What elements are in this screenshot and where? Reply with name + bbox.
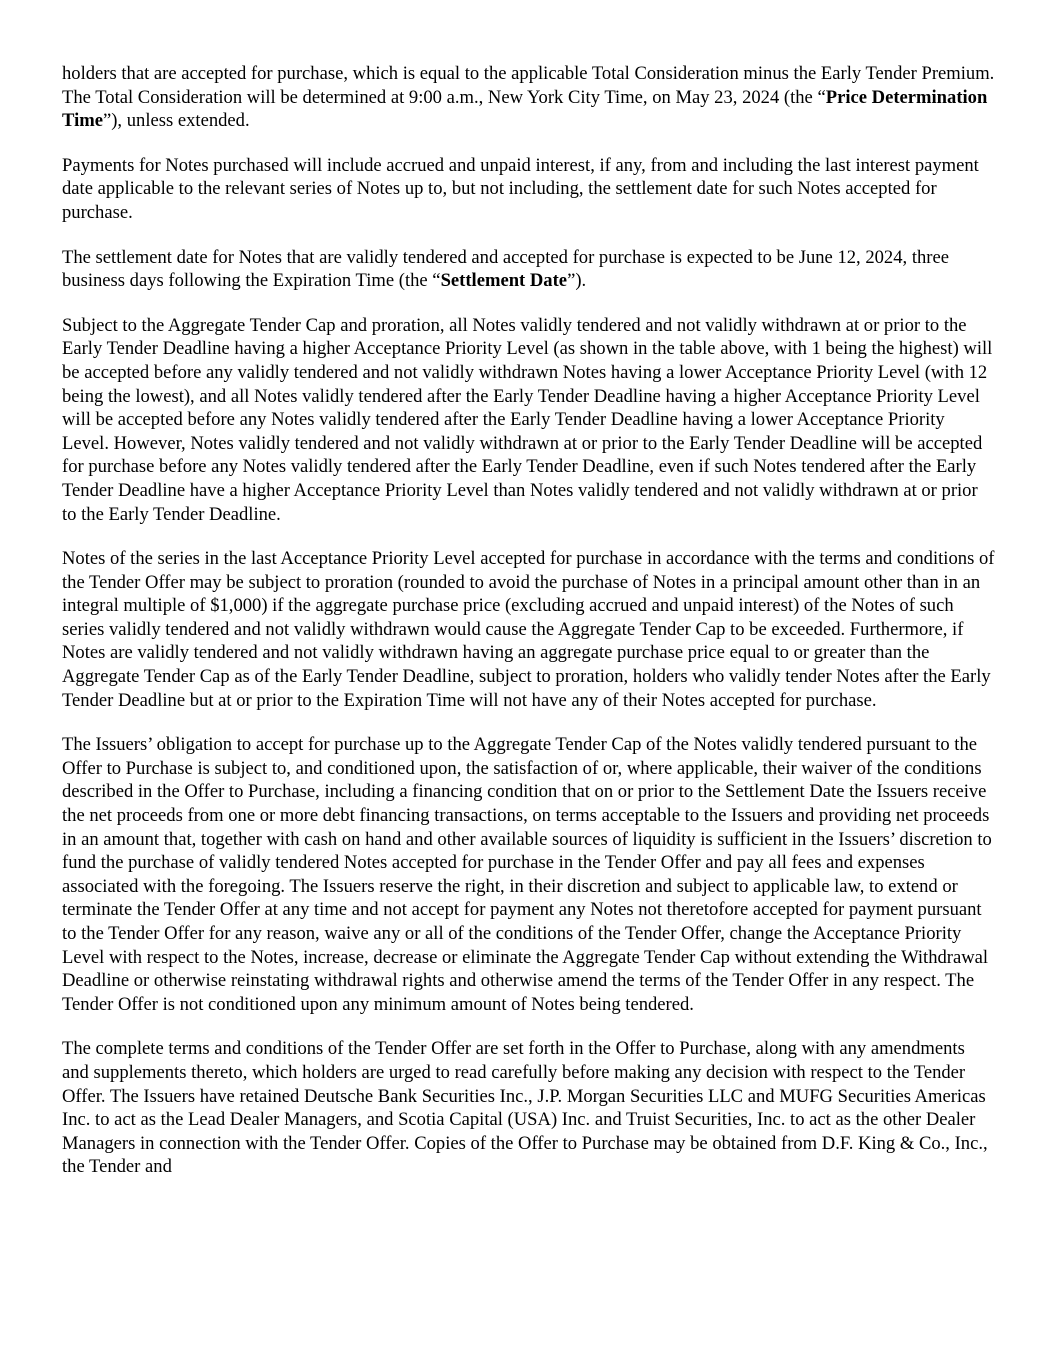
term-price-determination-time: Price Determination Time (62, 86, 988, 132)
paragraph-accrued-interest: Payments for Notes purchased will include accrued and unpaid interest, if any, from and including the last interest payment date applicable to the relevant series of Notes up to, but not including, the settlement date for such Notes accepted for purchase. (62, 154, 979, 223)
paragraph-acceptance-priority: Subject to the Aggregate Tender Cap and proration, all Notes validly tendered and not validly withdrawn at or prior to the Early Tender Deadline having a higher Acceptance Priority Level (as shown in the table above, with 1 being the highest) will be accepted before any validly tendered and not validly withdrawn Notes having a lower Acceptance Priority Level (with 12 being the lowest), and all Notes validly tendered after the Early Tender Deadline having a higher Acceptance Priority Level will be accepted before any Notes validly tendered after the Early Tender Deadline having a lower Acceptance Priority Level. However, Notes validly tendered and not validly withdrawn at or prior to the Early Tender Deadline will be accepted for purchase before any Notes validly tendered after the Early Tender Deadline, even if such Notes tendered after the Early Tender Deadline have a higher Acceptance Priority Level than Notes validly tendered and not validly withdrawn at or prior to the Early Tender Deadline. (62, 314, 993, 525)
term-settlement-date: Settlement Date (440, 270, 568, 292)
paragraph-issuers-obligation: The Issuers’ obligation to accept for purchase up to the Aggregate Tender Cap of the Notes validly tendered pursuant to the Offer to Purchase is subject to, and conditioned upon, the satisfaction of or, where applicable, their waiver of the conditions described in the Offer to Purchase, including a financing condition that on or prior to the Settlement Date the Issuers receive the net proceeds from one or more debt financing transactions, on terms acceptable to the Issuers and providing net proceeds in an amount that, together with cash on hand and other available sources of liquidity is sufficient in the Issuers’ discretion to fund the purchase of validly tendered Notes accepted for purchase in the Tender Offer and pay all fees and expenses associated with the foregoing. The Issuers reserve the right, in their discretion and subject to applicable law, to extend or terminate the Tender Offer at any time and not accept for payment any Notes not theretofore accepted for payment pursuant to the Tender Offer for any reason, waive any or all of the conditions of the Tender Offer, change the Acceptance Priority Level with respect to the Notes, increase, decrease or eliminate the Aggregate Tender Cap without extending the Withdrawal Deadline or otherwise reinstating withdrawal rights and otherwise amend the terms of the Tender Offer in any respect. The Tender Offer is not conditioned upon any minimum amount of Notes being tendered. (62, 734, 992, 1015)
paragraph-proration: Notes of the series in the last Acceptance Priority Level accepted for purchase in accordance with the terms and conditions of the Tender Offer may be subject to proration (rounded to avoid the purchase of Notes in a principal amount other than in an integral multiple of $1,000) if the aggregate purchase price (excluding accrued and unpaid interest) of the Notes of such series validly tendered and not validly withdrawn would cause the Aggregate Tender Cap to be exceeded. Furthermore, if Notes are validly tendered and not validly withdrawn having an aggregate purchase price equal to or greater than the Aggregate Tender Cap as of the Early Tender Deadline, subject to proration, holders who validly tender Notes after the Early Tender Deadline but at or prior to the Expiration Time will not have any of their Notes accepted for purchase. (62, 548, 995, 711)
paragraph-settlement-date: The settlement date for Notes that are validly tendered and accepted for purchase is expected to be June 12, 2024, three business days following the Expiration Time (the “Settlement Date”). (62, 246, 949, 292)
paragraph-terms-and-conditions: The complete terms and conditions of the Tender Offer are set forth in the Offer to Purchase, along with any amendments and supplements thereto, which holders are urged to read carefully before making any decision with respect to the Tender Offer. The Issuers have retained Deutsche Bank Securities Inc., J.P. Morgan Securities LLC and MUFG Securities Americas Inc. to act as the Lead Dealer Managers, and Scotia Capital (USA) Inc. and Truist Securities, Inc. to act as the other Dealer Managers in connection with the Tender Offer. Copies of the Offer to Purchase may be obtained from D.F. King & Co., Inc., the Tender and (62, 1038, 988, 1178)
paragraph-price-determination: holders that are accepted for purchase, which is equal to the applicable Total Consideration minus the Early Tender Premium. The Total Consideration will be determined at 9:00 a.m., New York City Time, on May 23, 2024 (the “Price Determination Time”), unless extended. (62, 63, 995, 132)
